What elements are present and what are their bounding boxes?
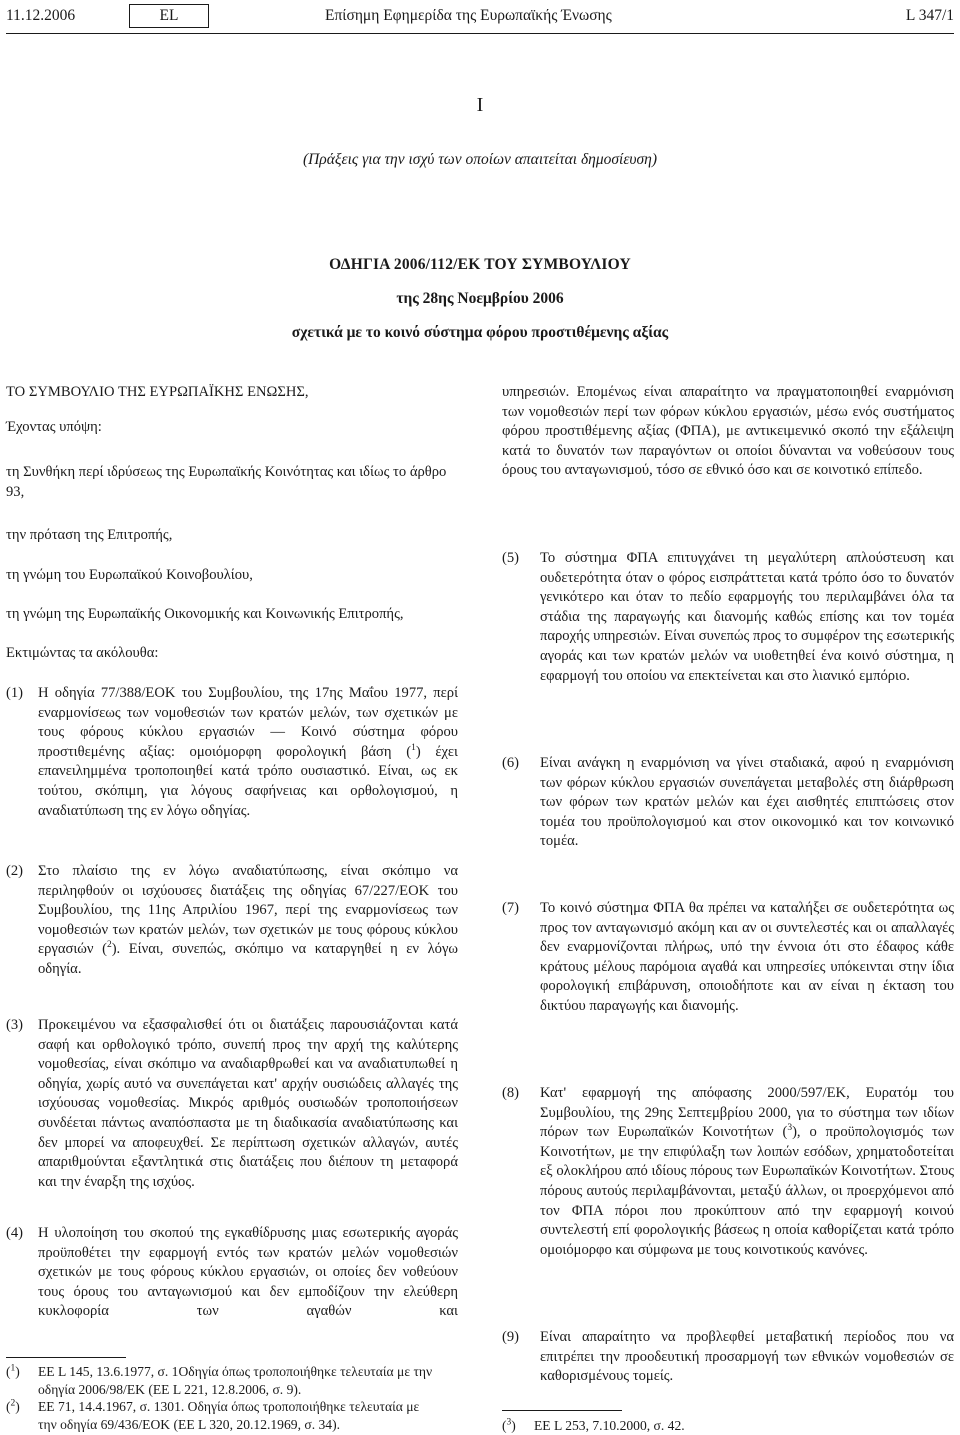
directive-date: της 28ης Νοεμβρίου 2006	[396, 290, 564, 307]
footnote-ref: 3	[787, 1123, 793, 1134]
recital-4-continuation: υπηρεσιών. Επομένως είναι απαραίτητο να πραγματοποιηθεί εναρμόνιση των νομοθεσιών περί των φόρων κύκλου εργασιών, μέσω ενός συστήματος φόρου προστιθέμενης αξίας (ΦΠΑ), με αντικειμενικό σκοπό την εξάλειψη κατά το δυνατόν των παραγόντων οι οποίοι δύνανται να νοθεύσουν τους όρους του ανταγωνισμού, τόσο σε εθνικό όσο και σε κοινοτικό επίπεδο.	[502, 384, 954, 479]
publication-date: 11.12.2006	[6, 7, 76, 24]
recital-number: (3)	[6, 1017, 24, 1033]
directive-title: ΟΔΗΓΙΑ 2006/112/ΕΚ ΤΟΥ ΣΥΜΒΟΥΛΙΟΥ	[329, 256, 631, 273]
journal-title: Επίσημη Εφημερίδα της Ευρωπαϊκής Ένωσης	[325, 7, 612, 24]
part-roman-numeral: I	[476, 94, 484, 116]
footnote-divider	[6, 1357, 126, 1358]
preamble-parliament: τη γνώμη του Ευρωπαϊκού Κοινοβουλίου,	[6, 567, 253, 583]
footnote-number: 2	[10, 1398, 16, 1409]
preamble-council: ΤΟ ΣΥΜΒΟΥΛΙΟ ΤΗΣ ΕΥΡΩΠΑΪΚΗΣ ΕΝΩΣΗΣ,	[6, 384, 309, 400]
footnote-text: ΕΕ 71, 14.4.1967, σ. 1301. Οδηγία όπως τροποποιήθηκε τελευταία με την οδηγία 69/436/ΕΟΚ (ΕΕ L 320, 20.12.1969, σ. 34).	[38, 1399, 420, 1432]
recital-number: (4)	[6, 1225, 24, 1241]
footnote-text: ΕΕ L 145, 13.6.1977, σ. 1Οδηγία όπως τροποποιήθηκε τελευταία με την οδηγία 2006/98/ΕΚ (ΕΕ L 221, 12.8.2006, σ. 9).	[38, 1364, 433, 1397]
recital-number: (6)	[502, 755, 520, 771]
recital-text: Το κοινό σύστημα ΦΠΑ θα πρέπει να καταλήξει σε ουδετερότητα ως προς τον ανταγωνισμό ακόμη και αν οι συντελεστές και οι απαλλαγές δεν εναρμονίζονται πλήρως, υπό την έννοια ότι στο έδαφος κάθε κράτους μέλους παρόμοια αγαθά και υπηρεσίες υπόκεινται στην ίδια φορολογική επιβάρυνση, οποιοδήποτε και αν είναι η έκταση του δικτύου παραγωγής και διανομής.	[540, 900, 954, 1014]
footnote-ref: 1	[411, 742, 416, 753]
recital-number: (9)	[502, 1329, 520, 1345]
footnote-number: 1	[10, 1363, 16, 1374]
recital-number: (1)	[6, 685, 24, 701]
preamble-esc: τη γνώμη της Ευρωπαϊκής Οικονομικής και Κοινωνικής Επιτροπής,	[6, 606, 404, 622]
footnote-ref: 2	[106, 940, 112, 951]
language-badge: EL	[129, 4, 209, 28]
footnote-divider	[502, 1410, 622, 1411]
recital-number: (2)	[6, 863, 24, 879]
directive-subject: σχετικά με το κοινό σύστημα φόρου προστιθέμενης αξίας	[291, 324, 669, 341]
recital-text: Κατ' εφαρμογή της απόφασης 2000/597/ΕΚ, Ευρατόμ του Συμβουλίου, της 29ης Σεπτεμβρίου 2000, για το σύστημα των ιδίων πόρων των Ευρωπαϊκών Κοινοτήτων ($^3$), ο προϋπολογισμός των Κοινοτήτων, με την επιφύλαξη των λοιπών εσόδων, χρηματοδοτείται εξ ολοκλήρου από ιδίους πόρους των Ευρωπαϊκών Κοινοτήτων. Στους πόρους αυτούς περιλαμβάνονται, μεταξύ άλλων, οι προερχόμενοι από τον ΦΠΑ πόροι που προκύπτουν από την εφαρμογή κοινού συντελεστή επί φορολογικής βάσεως η οποία καθορίζεται κατά τρόπο ομοιόμορφο και σύμφωνα με τους κοινοτικούς κανόνες.	[540, 1085, 954, 1258]
recital-text: Το σύστημα ΦΠΑ επιτυγχάνει τη μεγαλύτερη απλούστευση και ουδετερότητα όταν ο φόρος εισπράττεται κατά τρόπο όσο το δυνατόν γενικότερο και όταν το πεδίο εφαρμογής του περιλαμβάνει όλα τα στάδια της παραγωγής και διανομής καθώς επίσης και τον τομέα παροχής υπηρεσιών. Είναι συνεπώς προς το συμφέρον της εσωτερικής αγοράς και των κρατών μελών να υιοθετηθεί ένα κοινό σύστημα, η εφαρμογή του οποίου να επεκτείνεται και στο λιανικό εμπόριο.	[540, 550, 954, 684]
footnote-text: ΕΕ L 253, 7.10.2000, σ. 42.	[534, 1418, 685, 1433]
recital-number: (5)	[502, 550, 520, 566]
recital-text: Η υλοποίηση του σκοπού της εγκαθίδρυσης μιας εσωτερικής αγοράς προϋποθέτει την εφαρμογή εντός των κρατών μελών νομοθεσιών σχετικών με τους φόρους κύκλου εργασιών, οι οποίες δεν νοθεύουν τους όρους του ανταγωνισμού και δεν εμποδίζουν την ελεύθερη κυκλοφορία των αγαθών και	[38, 1225, 458, 1320]
header-divider	[6, 33, 954, 34]
recital-text: Είναι ανάγκη η εναρμόνιση να γίνει σταδιακά, αφού η εναρμόνιση των φόρων κύκλου εργασιών συνεπάγεται μεταβολές στη διάρθρωση των φόρων των κρατών μελών και έχει αισθητές επιπτώσεις στον τομέα του προϋπολογισμού και στον οικονομικό και τον κοινωνικό τομέα.	[540, 755, 954, 850]
preamble-proposal: την πρόταση της Επιτροπής,	[6, 527, 173, 543]
preamble-having-regard: Έχοντας υπόψη:	[6, 419, 102, 435]
recital-number: (7)	[502, 900, 520, 916]
recital-text: Η οδηγία 77/388/ΕΟΚ του Συμβουλίου, της 17ης Μαΐου 1977, περί εναρμονίσεως των νομοθεσιών των κρατών μελών, των σχετικών με τους φόρους κύκλου εργασιών — Κοινό σύστημα φόρου προστιθεμένης αξίας: ομοιόμορφη φορολογική βάση ($^1$) έχει επανειλημμένα τροποποιηθεί κατά τρόπο ουσιαστικό. Είναι, ως εκ τούτου, σκόπιμη, για λόγους σαφήνειας και ορθολογισμού, η αναδιατύπωση της εν λόγω οδηγίας.	[38, 685, 458, 819]
recital-text: Στο πλαίσιο της εν λόγω αναδιατύπωσης, είναι σκόπιμο να περιληφθούν οι ισχύουσες διατάξεις της οδηγίας 67/227/ΕΟΚ του Συμβουλίου, της 11ης Απριλίου 1967, περί της εναρμονίσεως των νομοθεσιών των κρατών μελών, των σχετικών με τους φόρους κύκλου εργασιών ($^2$). Είναι, συνεπώς, σκόπιμο να καταργηθεί η εν λόγω οδηγία.	[38, 863, 459, 977]
page-reference: L 347/1	[905, 7, 954, 24]
recital-number: (8)	[502, 1085, 520, 1101]
recital-text: Είναι απαραίτητο να προβλεφθεί μεταβατική περίοδος που να επιτρέπει την προοδευτική προσαρμογή των εθνικών νομοθεσιών σε καθορισμένους τομείς.	[540, 1329, 954, 1385]
part-subtitle: (Πράξεις για την ισχύ των οποίων απαιτείται δημοσίευση)	[302, 151, 658, 168]
recital-text: Προκειμένου να εξασφαλισθεί ότι οι διατάξεις παρουσιάζονται κατά σαφή και ορθολογικό τρόπο, συνεπή προς την αρχή της καλύτερης νομοθεσίας, είναι σκόπιμο να αναδιαρθρωθεί και να αναδιατυπωθεί η οδηγία, χωρίς αυτό να συνεπάγεται κατ' αρχήν ουσιώδεις αλλαγές της ισχύουσας νομοθεσίας. Μικρός αριθμός ουσιωδών τροποποιήσεων συνδέεται πάντως αναπόσπαστα με τη διαδικασία αναδιατύπωσης και δεν μπορεί να αποφευχθεί. Σε περίπτωση σχετικών αλλαγών, αυτές απαριθμούνται εξαντλητικά στις διατάξεις που διέπουν τη μεταφορά και την έναρξη της ισχύος.	[38, 1017, 458, 1190]
journal-header	[0, 0, 960, 32]
footnote-number: 3	[506, 1417, 512, 1428]
preamble-whereas: Εκτιμώντας τα ακόλουθα:	[6, 645, 159, 661]
preamble-treaty: τη Συνθήκη περί ιδρύσεως της Ευρωπαϊκής Κοινότητας και ιδίως το άρθρο 93,	[6, 464, 447, 500]
